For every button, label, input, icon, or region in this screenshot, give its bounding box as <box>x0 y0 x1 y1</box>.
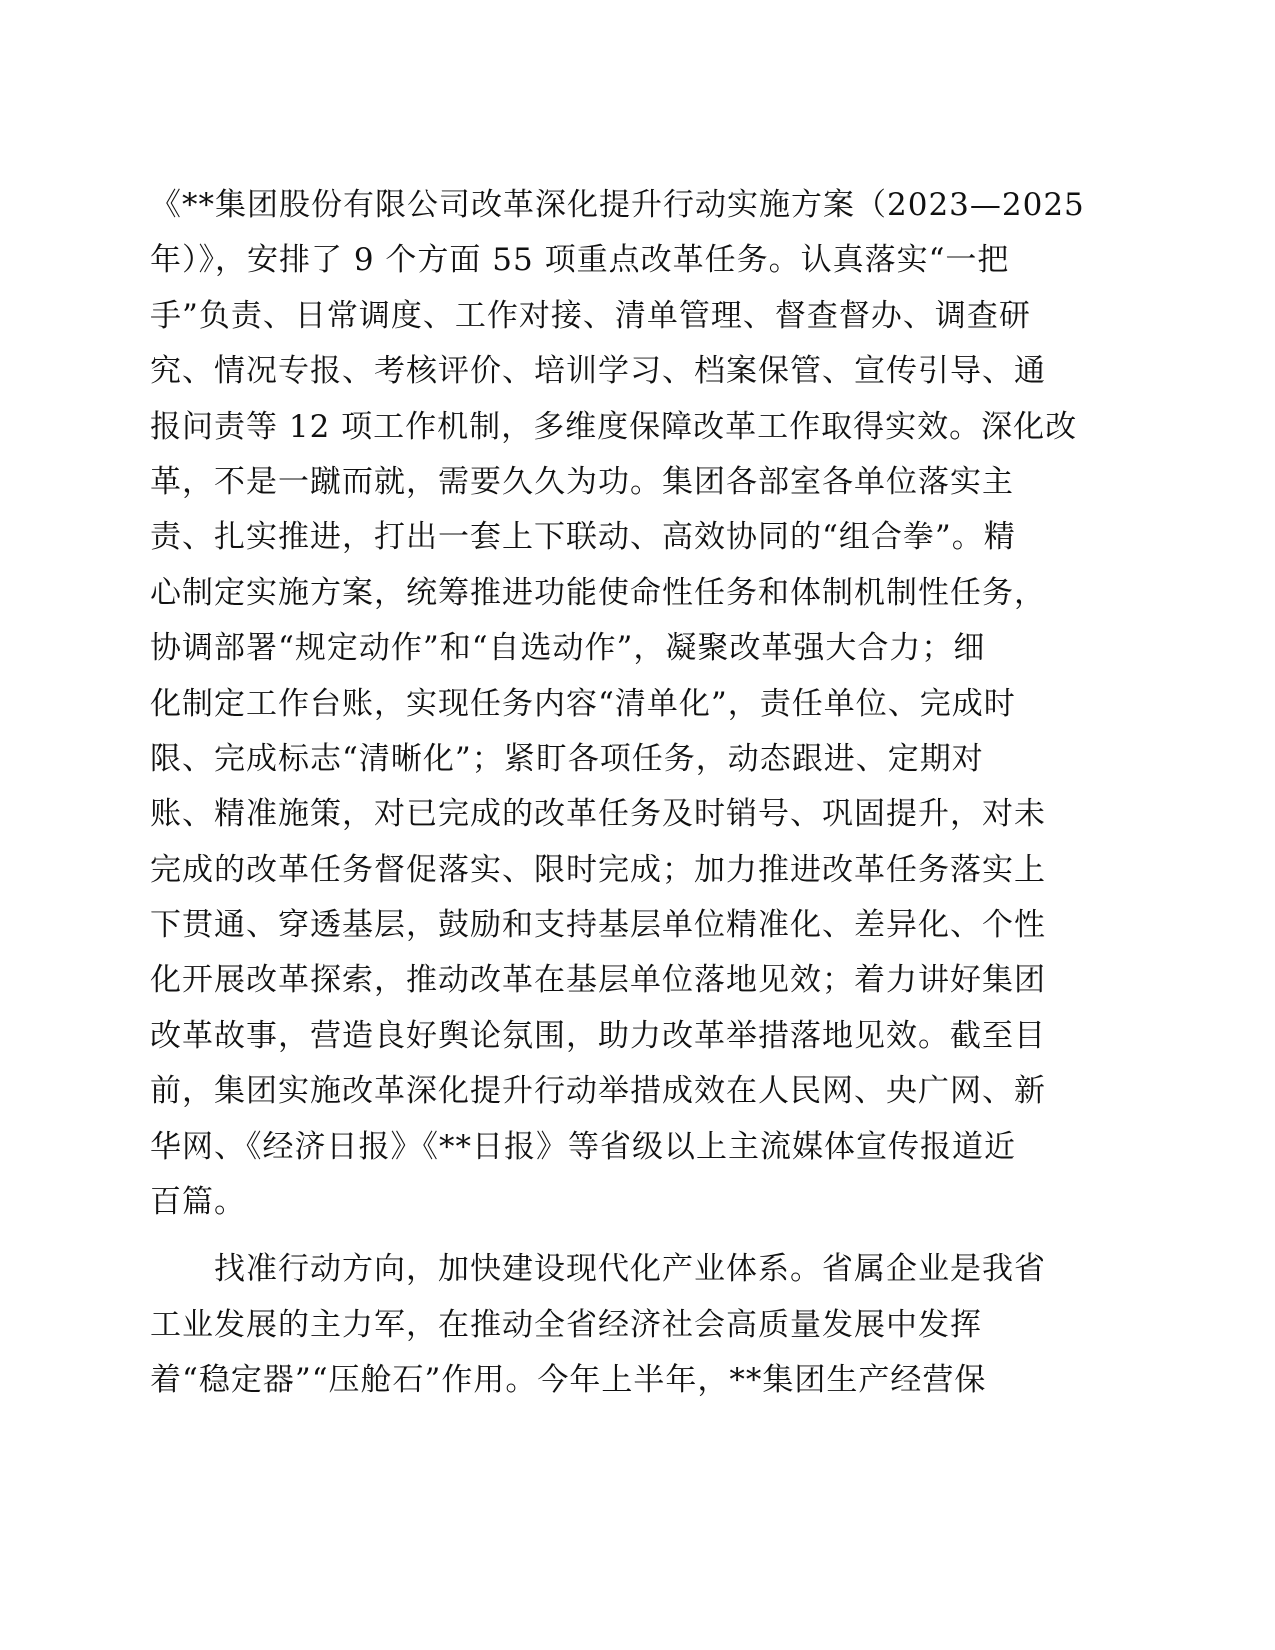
document-body <box>150 178 1110 1409</box>
paragraph-gap <box>150 1230 1110 1242</box>
text-line: 下贯通、穿透基层，鼓励和支持基层单位精准化、差异化、个性 <box>150 907 1046 944</box>
text-line: 前，集团实施改革深化提升行动举措成效在人民网、央广网、新 <box>150 1073 1046 1110</box>
paragraph-1 <box>150 178 1110 1230</box>
text-line: 究、情况专报、考核评价、培训学习、档案保管、宣传引导、通 <box>150 353 1046 390</box>
text-line: 百篇。 <box>150 1184 246 1221</box>
text-line: 《**集团股份有限公司改革深化提升行动实施方案（2023—2025 <box>150 187 1085 223</box>
text-line: 责、扎实推进，打出一套上下联动、高效协同的“组合拳”。精 <box>150 519 1016 556</box>
text-line: 化制定工作台账，实现任务内容“清单化”，责任单位、完成时 <box>150 685 1016 722</box>
text-line: 手”负责、日常调度、工作对接、清单管理、督查督办、调查研 <box>150 297 1031 334</box>
text-line: 找准行动方向，加快建设现代化产业体系。省属企业是我省 <box>150 1251 1046 1288</box>
text-line: 工业发展的主力军，在推动全省经济社会高质量发展中发挥 <box>150 1306 982 1343</box>
text-line: 化开展改革探索，推动改革在基层单位落地见效；着力讲好集团 <box>150 962 1046 999</box>
text-line: 限、完成标志“清晰化”；紧盯各项任务，动态跟进、定期对 <box>150 740 984 777</box>
text-line: 报问责等 12 项工作机制，多维度保障改革工作取得实效。深化改 <box>150 408 1078 445</box>
text-line: 完成的改革任务督促落实、限时完成；加力推进改革任务落实上 <box>150 851 1046 888</box>
text-line: 着“稳定器”“压舱石”作用。今年上半年，**集团生产经营保 <box>150 1362 987 1399</box>
text-line: 华网、《经济日报》《**日报》等省级以上主流媒体宣传报道近 <box>150 1128 1016 1165</box>
text-line: 协调部署“规定动作”和“自选动作”，凝聚改革强大合力；细 <box>150 630 986 667</box>
text-line: 心制定实施方案，统筹推进功能使命性任务和体制机制性任务， <box>150 574 1046 611</box>
text-line: 革，不是一蹴而就，需要久久为功。集团各部室各单位落实主 <box>150 463 1014 500</box>
text-line: 改革故事，营造良好舆论氛围，助力改革举措落地见效。截至目 <box>150 1017 1046 1054</box>
text-line: 账、精准施策，对已完成的改革任务及时销号、巩固提升，对未 <box>150 796 1046 833</box>
paragraph-2 <box>150 1242 1110 1408</box>
text-line: 年）》，安排了 9 个方面 55 项重点改革任务。认真落实“一把 <box>150 242 1010 279</box>
